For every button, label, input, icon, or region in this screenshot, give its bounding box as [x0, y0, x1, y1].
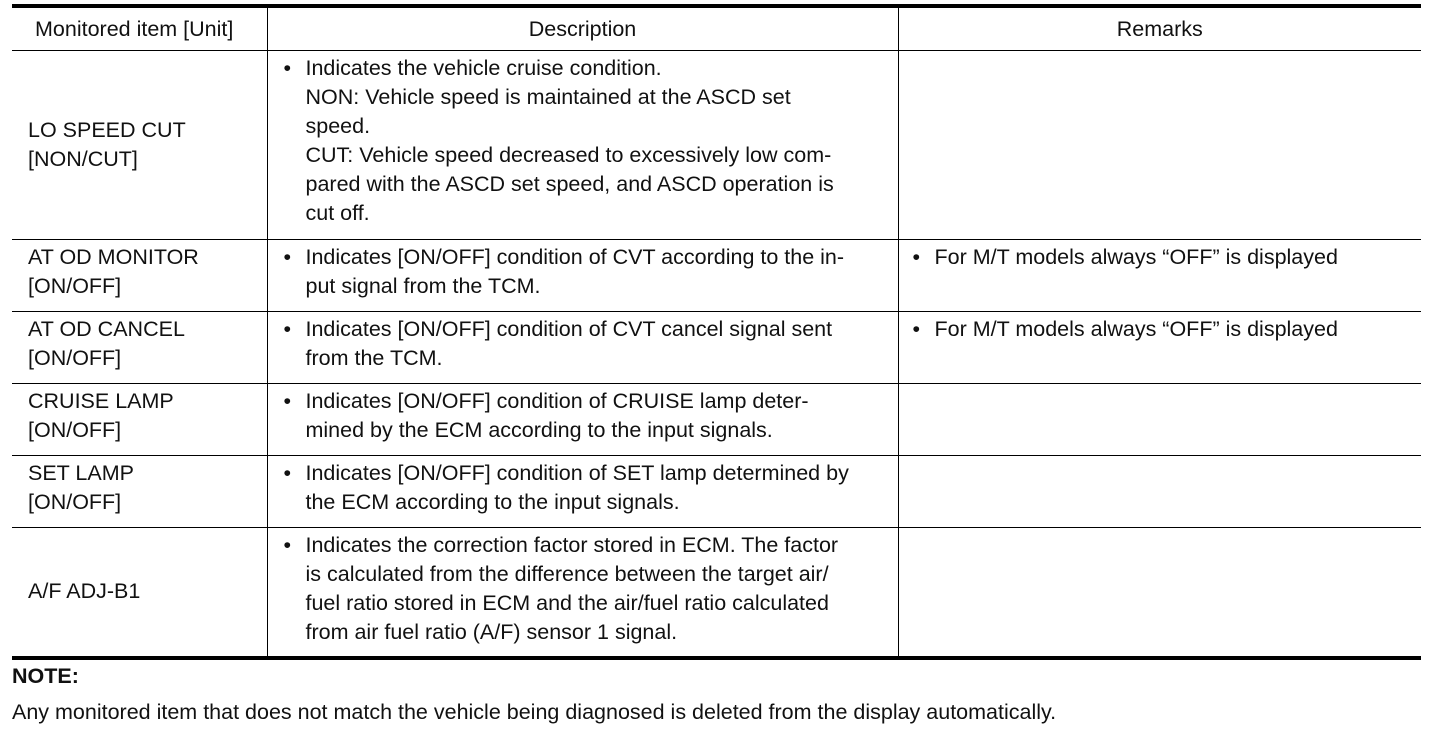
description-line: put signal from the TCM.	[305, 274, 541, 298]
bullet-icon: •	[912, 317, 921, 341]
table-row	[12, 384, 1421, 456]
item-cell	[12, 456, 267, 528]
description-line: CUT: Vehicle speed decreased to excessively low com-	[305, 143, 832, 167]
item-cell	[12, 312, 267, 384]
description-cell	[267, 384, 898, 456]
item-cell	[12, 240, 267, 312]
description-line: Indicates the vehicle cruise condition.	[305, 56, 662, 80]
description-line: pared with the ASCD set speed, and ASCD operation is	[305, 172, 834, 196]
description-line: from air fuel ratio (A/F) sensor 1 signal.	[305, 620, 678, 644]
item-unit: [ON/OFF]	[28, 346, 122, 370]
description-line: the ECM according to the input signals.	[305, 490, 680, 514]
header-monitored-item: Monitored item [Unit]	[12, 6, 267, 51]
description-line: Indicates [ON/OFF] condition of CRUISE lamp deter-	[305, 389, 809, 413]
table-row	[12, 312, 1421, 384]
item-name: AT OD CANCEL	[28, 317, 185, 341]
bullet-icon: •	[283, 533, 292, 557]
item-cell	[12, 51, 267, 240]
description-line: Indicates the correction factor stored in ECM. The factor	[305, 533, 839, 557]
remarks-text: For M/T models always “OFF” is displayed	[934, 317, 1338, 341]
table-row	[12, 456, 1421, 528]
table-row	[12, 240, 1421, 312]
description-line: Indicates [ON/OFF] condition of CVT cancel signal sent	[305, 317, 833, 341]
description-line: is calculated from the difference between the target air/	[305, 562, 829, 586]
monitor-table-container	[12, 4, 1421, 660]
item-name: LO SPEED CUT	[28, 118, 186, 142]
description-line: Indicates [ON/OFF] condition of CVT according to the in-	[305, 245, 845, 269]
description-line: cut off.	[305, 201, 370, 225]
header-description: Description	[267, 6, 898, 51]
item-name: A/F ADJ-B1	[28, 579, 141, 604]
remarks-text: For M/T models always “OFF” is displayed	[934, 245, 1338, 269]
description-line: NON: Vehicle speed is maintained at the ASCD set	[305, 85, 791, 109]
header-remarks: Remarks	[898, 6, 1421, 51]
bullet-icon: •	[283, 389, 292, 413]
note-title: NOTE:	[12, 664, 79, 688]
remarks-cell	[898, 456, 1421, 528]
bullet-icon: •	[283, 461, 292, 485]
description-line: from the TCM.	[305, 346, 443, 370]
item-unit: [ON/OFF]	[28, 490, 122, 514]
description-line: fuel ratio stored in ECM and the air/fuel ratio calculated	[305, 591, 829, 615]
description-line: Indicates [ON/OFF] condition of SET lamp determined by	[305, 461, 849, 485]
note-text: Any monitored item that does not match the vehicle being diagnosed is deleted from the display automatically.	[12, 700, 1057, 724]
description-cell	[267, 240, 898, 312]
monitor-table	[12, 4, 1421, 660]
remarks-cell	[898, 528, 1421, 658]
item-cell	[12, 528, 267, 658]
bullet-icon: •	[283, 317, 292, 341]
item-unit: [ON/OFF]	[28, 274, 122, 298]
description-line: speed.	[305, 114, 371, 138]
bullet-icon: •	[283, 56, 292, 80]
item-unit: [ON/OFF]	[28, 418, 122, 442]
description-line: mined by the ECM according to the input signals.	[305, 418, 773, 442]
bullet-icon: •	[283, 245, 292, 269]
description-cell	[267, 456, 898, 528]
remarks-cell	[898, 51, 1421, 240]
item-unit: [NON/CUT]	[28, 147, 138, 171]
description-cell	[267, 312, 898, 384]
item-cell	[12, 384, 267, 456]
item-name: CRUISE LAMP	[28, 389, 174, 413]
remarks-cell	[898, 312, 1421, 384]
table-header-row	[12, 6, 1421, 51]
item-name: AT OD MONITOR	[28, 245, 199, 269]
table-row	[12, 51, 1421, 240]
remarks-cell	[898, 240, 1421, 312]
remarks-cell	[898, 384, 1421, 456]
bullet-icon: •	[912, 245, 921, 269]
table-row	[12, 528, 1421, 658]
description-cell	[267, 528, 898, 658]
item-name: SET LAMP	[28, 461, 134, 485]
description-cell	[267, 51, 898, 240]
